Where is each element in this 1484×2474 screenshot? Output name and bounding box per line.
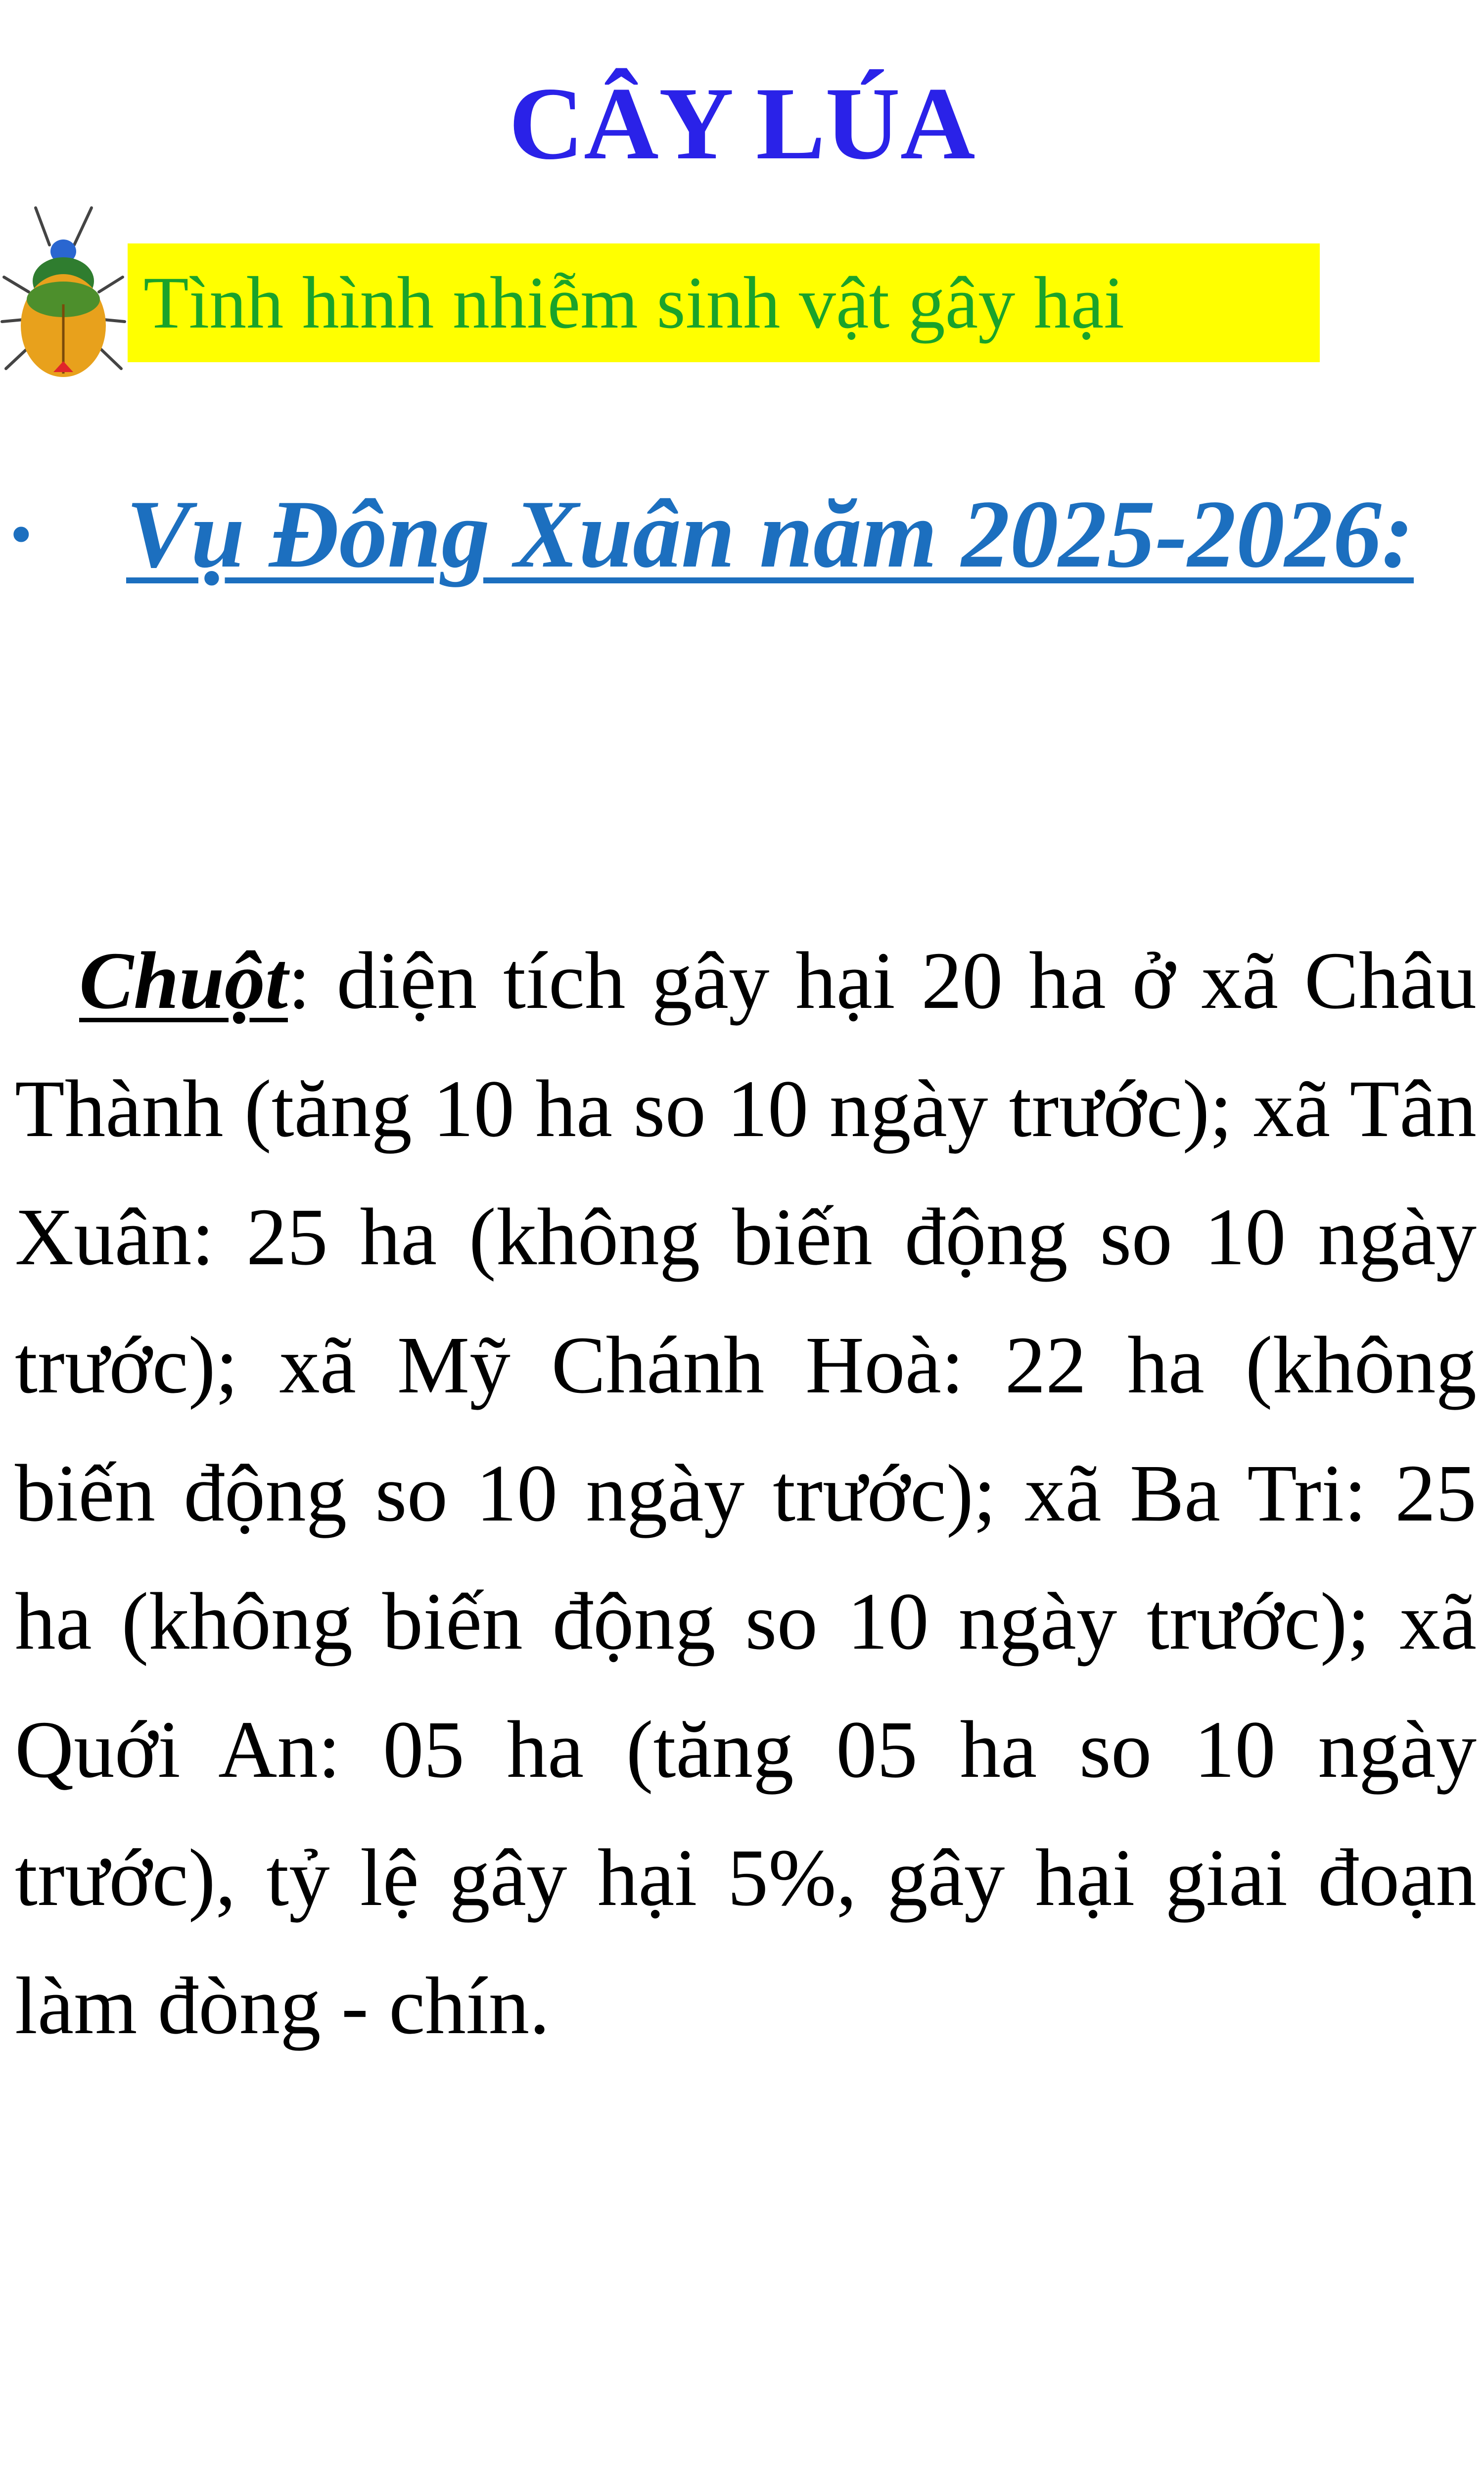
beetle-icon [0, 198, 126, 381]
season-bullet [10, 475, 1474, 594]
section-heading: Tình hình nhiễm sinh vật gây hại [128, 243, 1320, 362]
page-title: CÂY LÚA [509, 66, 975, 181]
season-heading: Vụ Đông Xuân năm 2025-2026: [126, 480, 1414, 588]
pest-name: Chuột [79, 935, 288, 1026]
pest-report-paragraph [15, 916, 1477, 2070]
pest-report-text: : diện tích gây hại 20 ha ở xã Châu Thành (tăng 10 ha so 10 ngày trước); xã Tân Xuân: 25 ha (không biến động so 10 ngày trước); xã Mỹ Chánh Hoà: 22 ha (không biến động so 10 ngày trước); xã Ba Tri: 25 ha (không biến động so 10 ngày trước); xã Quới An: 05 ha (tăng 05 ha so 10 ngày trước), tỷ lệ gây hại 5%, gây hại giai đoạn làm đòng - chín. [15, 935, 1477, 2051]
bullet-symbol: • [10, 499, 33, 570]
